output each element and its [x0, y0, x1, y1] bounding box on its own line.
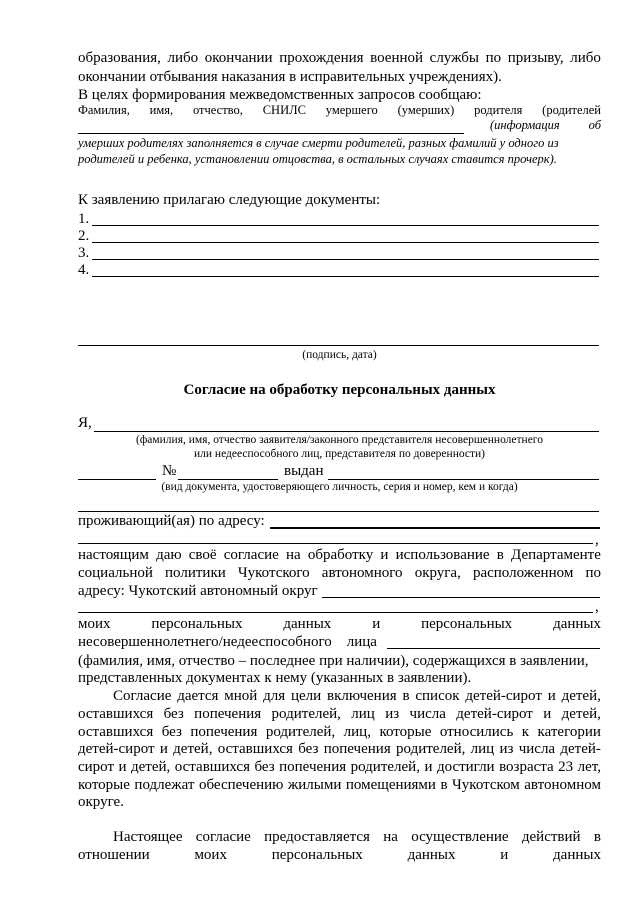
word: числа	[518, 741, 556, 757]
word: помещениями	[345, 777, 436, 793]
word: данных	[283, 616, 332, 632]
word: СНИЛС	[262, 103, 306, 117]
word: (родителей	[542, 103, 601, 117]
word: Настоящее	[113, 829, 183, 845]
word: лиц	[470, 741, 495, 757]
word: осуществление	[411, 829, 509, 845]
word: детей,	[561, 706, 601, 722]
final-line-1	[113, 830, 601, 845]
word: призыву,	[507, 50, 564, 66]
word: и	[424, 759, 433, 775]
purpose-line-1	[113, 689, 601, 704]
word: сирот	[78, 759, 115, 775]
consent-line-2	[78, 566, 601, 581]
word: своё	[188, 547, 217, 563]
word: согласие	[195, 829, 251, 845]
word: из	[385, 706, 400, 722]
attachments-heading: К заявлению прилагаю следующие документы:	[78, 192, 381, 208]
word: детей-сирот	[78, 741, 155, 757]
minor-name-field-line[interactable]	[387, 648, 600, 649]
word: окончании	[204, 50, 273, 66]
word: Чукотском	[452, 777, 520, 793]
word: на	[383, 829, 398, 845]
word: имя,	[149, 103, 174, 117]
attachment-number: 4.	[78, 262, 90, 278]
word: Чукотского	[237, 565, 310, 581]
document-number-field-line[interactable]	[178, 479, 278, 480]
word: попечения	[279, 759, 347, 775]
word: обработку	[307, 547, 374, 563]
purpose-line-4	[78, 742, 601, 757]
word: цели	[290, 688, 322, 704]
word: детей,	[561, 688, 601, 704]
parents-note-line-2: родителей и ребенка, установлении отцовства, в остальных случаях ставится прочерк).	[78, 152, 557, 166]
word: категории	[537, 724, 601, 740]
purpose-line-5	[78, 760, 601, 775]
consent-line-3: адресу: Чукотский автономный округ	[78, 583, 318, 599]
word: персональных	[151, 616, 243, 632]
word: из	[499, 741, 514, 757]
word: которые	[379, 724, 432, 740]
parents-info-words	[490, 119, 601, 132]
word: согласие	[223, 547, 279, 563]
word: по	[585, 565, 601, 581]
word: действий	[521, 829, 581, 845]
word: к	[521, 724, 530, 740]
word: военной	[370, 50, 424, 66]
parents-request-line-1	[78, 104, 601, 117]
word: лет,	[577, 759, 601, 775]
applicant-caption-1: (фамилия, имя, отчество заявителя/законного представителя несовершеннолетнего	[135, 434, 543, 446]
word: оставшихся	[78, 706, 154, 722]
word: оставшихся	[217, 741, 293, 757]
final-line-2	[78, 848, 601, 863]
word: об	[588, 118, 601, 132]
word: расположенном	[472, 565, 574, 581]
attachment-number: 2.	[78, 228, 90, 244]
issued-label: выдан	[284, 463, 324, 479]
purpose-line-3	[78, 725, 601, 740]
word: и	[500, 847, 509, 863]
word: детей-сирот	[456, 706, 533, 722]
data-line-2: несовершеннолетнего/недееспособного лица	[78, 634, 377, 650]
word: включения	[326, 688, 397, 704]
word: Фамилия,	[78, 103, 130, 117]
word: персональных	[271, 847, 363, 863]
word: попечения	[190, 724, 258, 740]
attachment-number: 3.	[78, 245, 90, 261]
parents-info-field-line[interactable]	[78, 133, 464, 134]
top-para-line-3: В целях формирования межведомственных запросов сообщаю:	[78, 87, 482, 103]
word: данных	[407, 847, 456, 863]
word: образования,	[78, 50, 161, 66]
consent-title: Согласие на обработку персональных данных	[183, 382, 496, 398]
word: по	[485, 50, 502, 66]
word: использование	[395, 547, 490, 563]
data-line-4: представленных документах к нему (указанных в заявлении).	[78, 670, 472, 686]
word: и	[159, 741, 168, 757]
word: округа,	[414, 565, 461, 581]
word: обеспечению	[198, 777, 284, 793]
data-line-1	[78, 617, 601, 632]
signature-caption: (подпись, дата)	[302, 349, 377, 361]
i-label: Я,	[78, 415, 92, 431]
region-address-field-line[interactable]	[322, 597, 600, 598]
word: и	[372, 616, 381, 632]
word: персональных	[421, 616, 513, 632]
purpose-line-7: округе.	[78, 794, 124, 810]
word: и	[380, 547, 389, 563]
word: на	[285, 547, 301, 563]
word: в	[440, 777, 448, 793]
word: социальной	[78, 565, 153, 581]
attachment-number: 1.	[78, 211, 90, 227]
word: попечения	[323, 741, 391, 757]
word: в	[402, 688, 410, 704]
data-line-3: (фамилия, имя, отчество – последнее при наличии), содержащихся в заявлении,	[78, 653, 589, 669]
purpose-line-6	[78, 778, 601, 793]
word: умершего	[325, 103, 378, 117]
applicant-caption-2: или недееспособного лиц, представителя по доверенности)	[194, 448, 485, 460]
issued-by-field-line[interactable]	[328, 479, 599, 480]
word: предоставляется	[264, 829, 370, 845]
word: детей-сирот	[465, 688, 542, 704]
word: настоящим	[78, 547, 149, 563]
word: автономном	[524, 777, 601, 793]
word: без	[161, 724, 182, 740]
address-field-line-2[interactable]	[78, 543, 593, 544]
word: родителей,	[350, 759, 420, 775]
document-caption: (вид документа, удостоверяющего личность, серия и номер, кем и когда)	[161, 481, 518, 493]
word: жилыми	[287, 777, 342, 793]
address-label: проживающий(ая) по адресу:	[78, 513, 265, 529]
word: для	[263, 688, 286, 704]
attachment-field-line[interactable]	[92, 242, 599, 243]
word: Согласие	[113, 688, 172, 704]
word: и	[118, 759, 127, 775]
word: либо	[167, 50, 199, 66]
word: детей,	[173, 741, 213, 757]
word: без	[298, 741, 319, 757]
word: родителя	[474, 103, 523, 117]
address-comma: ,	[595, 532, 599, 548]
word: список	[415, 688, 460, 704]
word: автономного	[321, 565, 403, 581]
top-para-line-1	[78, 51, 601, 66]
word: попечения	[194, 706, 262, 722]
word: родителей,	[265, 724, 336, 740]
word: родителей,	[271, 706, 341, 722]
word: без	[254, 759, 275, 775]
region-address-field-line-2[interactable]	[78, 612, 593, 613]
word: дается	[177, 688, 219, 704]
word: (умерших)	[397, 103, 455, 117]
region-address-comma: ,	[595, 599, 599, 615]
word: моих	[194, 847, 227, 863]
word: службы	[429, 50, 479, 66]
word: моих	[78, 616, 111, 632]
word: лиц,	[343, 724, 371, 740]
address-field-line[interactable]	[270, 527, 600, 529]
word: (информация	[490, 118, 560, 132]
word: оставшихся	[174, 759, 250, 775]
word: лиц	[351, 706, 375, 722]
word: отчество,	[192, 103, 243, 117]
attachment-field-line[interactable]	[92, 259, 599, 260]
word: возраста	[499, 759, 554, 775]
word: и	[543, 706, 552, 722]
word: оставшихся	[78, 724, 154, 740]
signature-field-line[interactable]	[78, 345, 599, 346]
word: данных	[553, 847, 601, 863]
word: подлежат	[134, 777, 195, 793]
parents-note-line-1: умерших родителях заполняется в случае смерти родителей, разных фамилий у одного из	[78, 136, 559, 150]
word: отношении	[78, 847, 150, 863]
word: детей-	[560, 741, 601, 757]
applicant-name-field-line[interactable]	[94, 431, 599, 432]
purpose-line-2	[78, 707, 601, 722]
word: данных	[553, 616, 601, 632]
word: либо	[570, 50, 601, 66]
attachment-field-line[interactable]	[92, 225, 599, 226]
word: детей,	[131, 759, 171, 775]
word: политики	[165, 565, 226, 581]
word: достигли	[436, 759, 495, 775]
attachment-field-line[interactable]	[92, 276, 599, 277]
word: и	[547, 688, 556, 704]
word: которые	[78, 777, 130, 793]
document-series-field-line[interactable]	[78, 479, 156, 480]
document-extra-field-line[interactable]	[78, 511, 599, 512]
word: числа	[409, 706, 446, 722]
word: относились	[439, 724, 514, 740]
word: в	[593, 829, 601, 845]
word: без	[163, 706, 184, 722]
top-para-line-2: окончании отбывания наказания в исправительных учреждениях).	[78, 69, 502, 85]
word: Департаменте	[511, 547, 601, 563]
number-sign: №	[162, 463, 177, 479]
word: прохождения	[279, 50, 364, 66]
word: в	[496, 547, 504, 563]
word: даю	[156, 547, 182, 563]
consent-line-1	[78, 548, 601, 563]
word: 23	[558, 759, 574, 775]
word: мной	[224, 688, 258, 704]
word: родителей,	[396, 741, 466, 757]
